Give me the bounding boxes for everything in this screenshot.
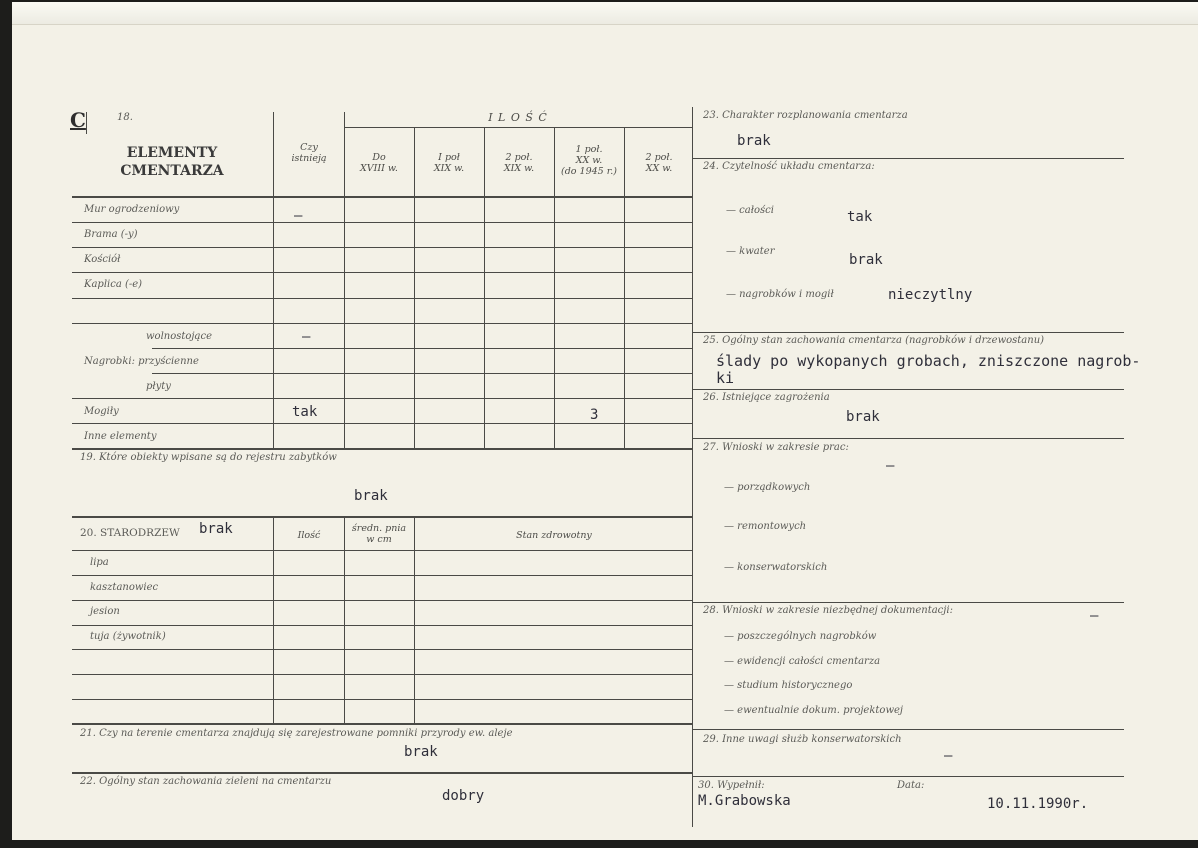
row-label: Inne elementy: [84, 431, 157, 442]
row-label: płyty: [146, 381, 171, 392]
q24-item: — całości: [726, 205, 774, 216]
question-20: 20. STARODRZEW: [80, 527, 180, 539]
q27-item: — porządkowych: [724, 482, 811, 493]
q24-item: — kwater: [726, 246, 775, 257]
answer-20: brak: [199, 521, 233, 537]
row-label: Brama (-y): [84, 229, 138, 240]
answer-24-nagrobkow: nieczytlny: [888, 287, 973, 303]
col-header-period: 2 poł. XX w.: [645, 152, 673, 174]
question-29: 29. Inne uwagi służb konserwatorskich: [703, 734, 902, 745]
question-28: 28. Wnioski w zakresie niezbędnej dokumentacji:: [703, 605, 953, 616]
answer-28: –: [1090, 608, 1099, 624]
elements-title: [92, 144, 252, 180]
tree-col-ilosc: Ilość: [297, 530, 321, 541]
row-label: Kaplica (-e): [84, 279, 143, 290]
question-26: 26. Istniejące zagrożenia: [703, 392, 830, 403]
answer-23: brak: [737, 133, 771, 149]
question-30: 30. Wypełnił:: [698, 780, 765, 791]
tree-row-label: jesion: [90, 606, 120, 617]
answer-19: brak: [354, 488, 388, 504]
q28-item: — poszczególnych nagrobków: [724, 631, 877, 642]
elements-title-line1: ELEMENTY: [126, 145, 218, 161]
question-27: 27. Wnioski w zakresie prac:: [703, 442, 849, 453]
q27-item: — remontowych: [724, 521, 807, 532]
page-top-edge: [12, 2, 1198, 25]
elements-title-line2: CMENTARZA: [120, 163, 224, 179]
answer-22: dobry: [442, 788, 485, 804]
answer-25-line1: ślady po wykopanych grobach, zniszczone nagrob-: [716, 352, 1141, 370]
tree-row-label: lipa: [90, 557, 109, 568]
col-header-czy-istnieja: Czy istnieją: [291, 142, 327, 164]
item-18-number: 18.: [117, 112, 133, 123]
survey-form-sheet: [12, 2, 1198, 840]
q28-item: — studium historycznego: [724, 680, 853, 691]
tree-col-stan: Stan zdrowotny: [516, 530, 592, 541]
q28-item: — ewentualnie dokum. projektowej: [724, 705, 904, 716]
row-label: Nagrobki: przyścienne: [84, 356, 199, 367]
col-header-period: 2 poł. XIX w.: [503, 152, 535, 174]
question-24: 24. Czytelność układu cmentarza:: [703, 161, 875, 172]
tree-row-label: tuja (żywotnik): [90, 631, 166, 642]
q27-item: — konserwatorskich: [724, 562, 828, 573]
mur-czy-value: —: [294, 208, 303, 224]
answer-30-filled-by: M.Grabowska: [698, 793, 791, 809]
date-value: 10.11.1990r.: [987, 796, 1089, 812]
answer-24-kwater: brak: [849, 252, 883, 268]
answer-26: brak: [846, 409, 880, 425]
mogily-1pol-xx-value: 3: [590, 407, 599, 423]
q24-item: — nagrobków i mogił: [726, 289, 834, 300]
col-header-period: 1 poł. XX w. (do 1945 r.): [561, 144, 617, 177]
answer-29: –: [944, 748, 953, 764]
col-header-period: I poł XIX w.: [433, 152, 465, 174]
wolnostojace-czy-value: –: [302, 329, 311, 345]
col-header-period: Do XVIII w.: [360, 152, 398, 174]
answer-27: –: [886, 458, 895, 474]
question-21: 21. Czy na terenie cmentarza znajdują się zarejestrowane pomniki przyrody ew. aleje: [80, 728, 513, 739]
answer-24-calosci: tak: [847, 209, 873, 225]
ilosc-header: I L O Ś Ć: [488, 111, 548, 124]
mogily-czy-value: tak: [292, 404, 318, 420]
row-label: Kościół: [84, 254, 121, 265]
row-label: wolnostojące: [146, 331, 212, 342]
row-label: Mogiły: [84, 406, 119, 417]
question-22: 22. Ogólny stan zachowania zieleni na cmentarzu: [80, 776, 332, 787]
answer-25-line2: ki: [716, 369, 735, 387]
q28-item: — ewidencji całości cmentarza: [724, 656, 881, 667]
question-19: 19. Które obiekty wpisane są do rejestru zabytków: [80, 452, 337, 463]
answer-21: brak: [404, 744, 438, 760]
row-label: Mur ogrodzeniowy: [84, 204, 180, 215]
question-25: 25. Ogólny stan zachowania cmentarza (nagrobków i drzewostanu): [703, 335, 1045, 346]
question-23: 23. Charakter rozplanowania cmentarza: [703, 110, 908, 121]
section-letter: C: [70, 108, 86, 132]
date-label: Data:: [897, 780, 925, 791]
tree-row-label: kasztanowiec: [90, 582, 159, 593]
tree-col-srednica: średn. pnia w cm: [351, 523, 407, 545]
